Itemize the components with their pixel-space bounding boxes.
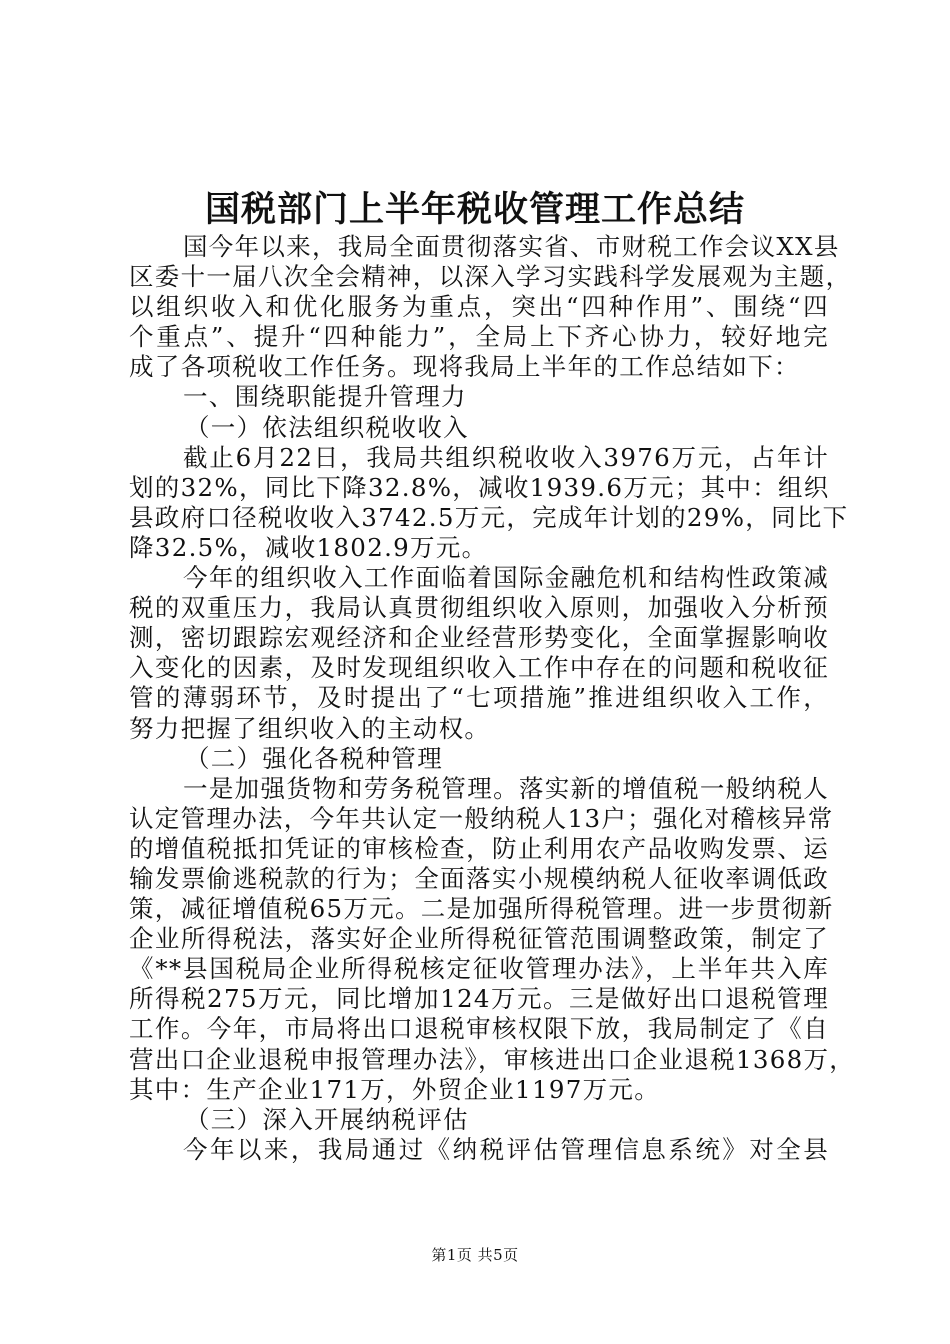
paragraph-line: 今年的组织收入工作面临着国际金融危机和结构性政策减 (183, 563, 829, 593)
paragraph-line: 输发票偷逃税款的行为；全面落实小规模纳税人征收率调低政 (129, 863, 829, 893)
paragraph-line: 成了各项税收工作任务。现将我局上半年的工作总结如下： (129, 352, 800, 382)
paragraph-line: 划的32%，同比下降32.8%，减收1939.6万元；其中：组织 (129, 472, 830, 502)
paragraph-line: 区委十一届八次全会精神，以深入学习实践科学发展观为主题， (129, 262, 852, 292)
paragraph-line: 策，减征增值税65万元。二是加强所得税管理。进一步贯彻新 (129, 894, 834, 924)
document-body (129, 232, 856, 1165)
subsection-heading: （三）深入开展纳税评估 (185, 1104, 469, 1134)
paragraph-line: 个重点”、提升“四种能力”，全局上下齐心协力，较好地完 (129, 322, 829, 352)
paragraph-line: 一是加强货物和劳务税管理。落实新的增值税一般纳税人 (183, 773, 829, 803)
paragraph-line: 截止6月22日，我局共组织税收收入3976万元，占年计 (183, 442, 829, 472)
subsection-heading: （二）强化各税种管理 (185, 743, 443, 773)
paragraph-line: 企业所得税法，落实好企业所得税征管范围调整政策，制定了 (129, 924, 829, 954)
document-title: 国税部门上半年税收管理工作总结 (204, 189, 745, 230)
paragraph-line: 营出口企业退税申报管理办法》，审核进出口企业退税1368万， (129, 1044, 856, 1074)
paragraph-line: 认定管理办法，今年共认定一般纳税人13户；强化对稽核异常 (129, 803, 834, 833)
paragraph-line: 管的薄弱环节，及时提出了“七项措施”推进组织收入工作， (129, 683, 829, 713)
paragraph-line: 以组织收入和优化服务为重点，突出“四种作用”、围绕“四 (129, 292, 829, 322)
paragraph-line: 国今年以来，我局全面贯彻落实省、市财税工作会议XX县 (183, 232, 840, 261)
paragraph-line: 县政府口径税收收入3742.5万元，完成年计划的29%，同比下 (129, 502, 849, 532)
paragraph-line: 《**县国税局企业所得税核定征收管理办法》，上半年共入库 (129, 954, 829, 984)
paragraph-line: 其中：生产企业171万，外贸企业1197万元。 (129, 1074, 661, 1104)
paragraph-line: 工作。今年，市局将出口退税审核权限下放，我局制定了《自 (129, 1014, 829, 1044)
paragraph-line: 税的双重压力，我局认真贯彻组织收入原则，加强收入分析预 (129, 593, 829, 623)
section-heading: 一、围绕职能提升管理力 (183, 382, 467, 412)
subsection-heading: （一）依法组织税收收入 (185, 412, 469, 442)
paragraph-line: 测，密切跟踪宏观经济和企业经营形势变化，全面掌握影响收 (129, 623, 829, 653)
page-footer: 第1页 共5页 (431, 1246, 519, 1264)
paragraph-line: 降32.5%，减收1802.9万元。 (129, 532, 488, 562)
paragraph-line: 今年以来，我局通过《纳税评估管理信息系统》对全县 (183, 1134, 829, 1164)
paragraph-line: 所得税275万元，同比增加124万元。三是做好出口退税管理 (129, 984, 829, 1014)
paragraph-line: 努力把握了组织收入的主动权。 (129, 713, 491, 743)
paragraph-line: 入变化的因素，及时发现组织收入工作中存在的问题和税收征 (129, 653, 829, 683)
paragraph-line: 的增值税抵扣凭证的审核检查，防止利用农产品收购发票、运 (129, 833, 829, 863)
